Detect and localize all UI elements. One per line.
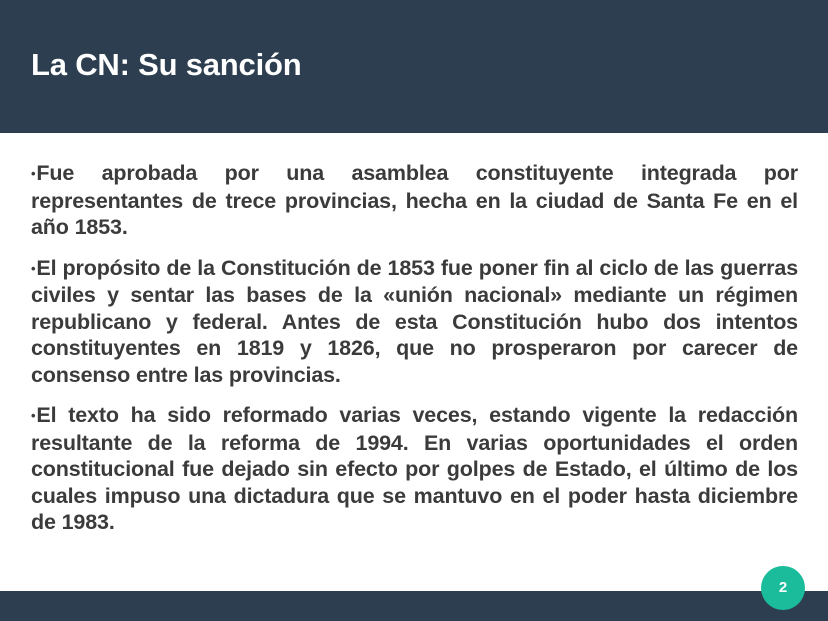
slide-title: La CN: Su sanción <box>31 47 302 82</box>
slide-header <box>0 0 828 133</box>
bullet-item <box>31 160 798 241</box>
bullet-dot-icon: • <box>31 408 36 423</box>
slide-content <box>31 160 798 550</box>
bullet-dot-icon: • <box>31 166 36 181</box>
bullet-item <box>31 255 798 389</box>
slide-footer <box>0 591 828 621</box>
bullet-dot-icon: • <box>31 260 36 276</box>
bullet-item <box>31 402 798 536</box>
page-number-badge: 2 <box>761 566 805 610</box>
bullet-text: Fue aprobada por una asamblea constituyente integrada por representantes de trece provincias, hecha en la ciudad de Santa Fe en el año 1853. <box>31 161 798 239</box>
bullet-text: El texto ha sido reformado varias veces, estando vigente la redacción resultante de la reforma de 1994. En varias oportunidades el orden constitucional fue dejado sin efecto por golpes de Estado, el último de los cuales impuso una dictadura que se mantuvo en el poder hasta diciembre de 1983. <box>31 403 798 534</box>
bullet-text: El propósito de la Constitución de 1853 fue poner fin al ciclo de las guerras civiles y sentar las bases de la «unión nacional» mediante un régimen republicano y federal. Antes de esta Constitución hubo dos intentos constituyentes en 1819 y 1826, que no prosperaron por carecer de consenso entre las provincias. <box>31 255 798 387</box>
